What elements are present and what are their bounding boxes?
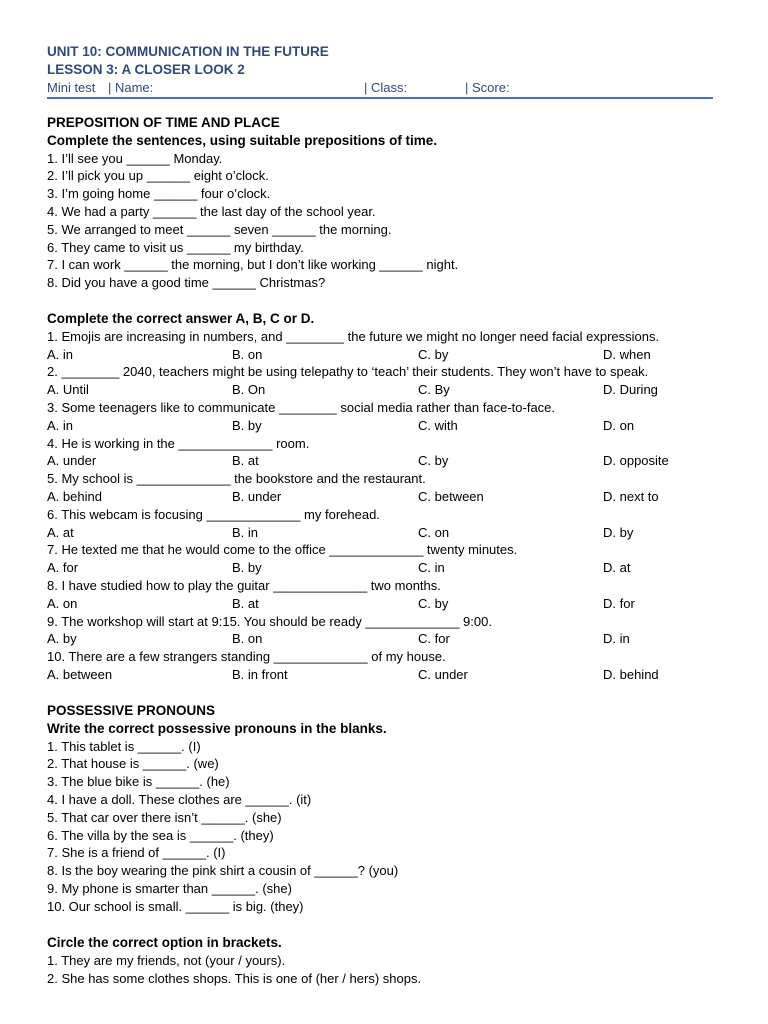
list-item: 2. She has some clothes shops. This is one of (her / hers) shops. bbox=[47, 970, 422, 986]
name-field-label: | Name: bbox=[108, 80, 154, 95]
option-d: D. when bbox=[603, 346, 651, 362]
list-item: 1. This tablet is ______. (I) bbox=[47, 738, 201, 754]
question-text: 7. He texted me that he would come to the office _____________ twenty minutes. bbox=[47, 542, 518, 558]
list-item: 5. That car over there isn’t ______. (she) bbox=[47, 809, 282, 825]
option-b: B. on bbox=[232, 346, 263, 362]
list-item: 2. I’ll pick you up ______ eight o’clock. bbox=[47, 168, 269, 184]
list-item: 3. I’m going home ______ four o’clock. bbox=[47, 186, 271, 202]
list-item: 7. She is a friend of ______. (I) bbox=[47, 845, 226, 861]
option-b: B. in front bbox=[232, 666, 288, 682]
option-d: D. for bbox=[603, 595, 635, 611]
option-a: A. Until bbox=[47, 382, 89, 398]
class-field-label: | Class: bbox=[364, 80, 408, 95]
option-c: C. between bbox=[418, 488, 484, 504]
list-item: 5. We arranged to meet ______ seven ______ the morning. bbox=[47, 221, 392, 237]
option-d: D. next to bbox=[603, 488, 659, 504]
option-c: C. on bbox=[418, 524, 450, 540]
answer-options bbox=[47, 595, 727, 613]
score-field-label: | Score: bbox=[465, 80, 510, 95]
question-text: 1. Emojis are increasing in numbers, and ________ the future we might no longer need facial expressions. bbox=[47, 328, 660, 344]
option-d: D. behind bbox=[603, 666, 659, 682]
option-b: B. under bbox=[232, 488, 282, 504]
unit-title: UNIT 10: COMMUNICATION IN THE FUTURE bbox=[47, 44, 329, 59]
question-text: 4. He is working in the _____________ room. bbox=[47, 435, 310, 451]
worksheet-page bbox=[47, 43, 713, 99]
section-circle-option bbox=[47, 934, 727, 987]
option-a: A. under bbox=[47, 453, 97, 469]
question-text: 6. This webcam is focusing _____________ my forehead. bbox=[47, 506, 380, 522]
mini-test-label: Mini test bbox=[47, 80, 96, 95]
section-instruction: Write the correct possessive pronouns in the blanks. bbox=[47, 720, 387, 736]
section-prepositions-time bbox=[47, 114, 727, 292]
option-b: B. by bbox=[232, 560, 262, 576]
answer-options bbox=[47, 488, 727, 506]
list-item: 6. They came to visit us ______ my birthday. bbox=[47, 239, 304, 255]
answer-options bbox=[47, 417, 727, 435]
list-item: 1. I’ll see you ______ Monday. bbox=[47, 150, 223, 166]
option-d: D. by bbox=[603, 524, 634, 540]
answer-options bbox=[47, 524, 727, 542]
answer-options bbox=[47, 346, 727, 364]
list-item: 3. The blue bike is ______. (he) bbox=[47, 774, 230, 790]
option-c: C. for bbox=[418, 631, 450, 647]
option-c: C. in bbox=[418, 560, 445, 576]
question-text: 8. I have studied how to play the guitar _____________ two months. bbox=[47, 577, 441, 593]
section-possessive-pronouns bbox=[47, 702, 727, 916]
question-text: 3. Some teenagers like to communicate ________ social media rather than face-to-face. bbox=[47, 399, 556, 415]
answer-options bbox=[47, 666, 727, 684]
question-text: 10. There are a few strangers standing _____________ of my house. bbox=[47, 649, 446, 665]
section-heading: POSSESSIVE PRONOUNS bbox=[47, 703, 216, 718]
option-d: D. in bbox=[603, 631, 630, 647]
question-text: 2. ________ 2040, teachers might be using telepathy to ‘teach’ their students. They won’t have to speak. bbox=[47, 364, 649, 380]
option-c: C. by bbox=[418, 453, 449, 469]
option-c: C. under bbox=[418, 666, 468, 682]
option-b: B. On bbox=[232, 382, 266, 398]
option-d: D. at bbox=[603, 560, 631, 576]
question-text: 5. My school is _____________ the bookstore and the restaurant. bbox=[47, 471, 426, 487]
section-multiple-choice bbox=[47, 310, 727, 684]
list-item: 7. I can work ______ the morning, but I don’t like working ______ night. bbox=[47, 257, 459, 273]
list-item: 6. The villa by the sea is ______. (they) bbox=[47, 827, 274, 843]
section-instruction: Complete the correct answer A, B, C or D. bbox=[47, 311, 315, 326]
option-a: A. between bbox=[47, 666, 113, 682]
option-c: C. by bbox=[418, 595, 449, 611]
section-instruction: Complete the sentences, using suitable prepositions of time. bbox=[47, 132, 438, 148]
option-a: A. for bbox=[47, 560, 79, 576]
list-item: 10. Our school is small. ______ is big. (they) bbox=[47, 898, 304, 914]
list-item: 4. We had a party ______ the last day of the school year. bbox=[47, 203, 376, 219]
option-c: C. with bbox=[418, 417, 458, 433]
option-b: B. by bbox=[232, 417, 262, 433]
list-item: 8. Did you have a good time ______ Christmas? bbox=[47, 275, 326, 291]
option-b: B. at bbox=[232, 453, 259, 469]
option-a: A. at bbox=[47, 524, 74, 540]
option-b: B. in bbox=[232, 524, 259, 540]
lesson-title: LESSON 3: A CLOSER LOOK 2 bbox=[47, 62, 245, 77]
mini-test-header-row bbox=[47, 79, 713, 99]
option-d: D. opposite bbox=[603, 453, 669, 469]
list-item: 8. Is the boy wearing the pink shirt a cousin of ______? (you) bbox=[47, 863, 399, 879]
option-a: A. in bbox=[47, 417, 74, 433]
section-instruction: Circle the correct option in brackets. bbox=[47, 935, 282, 950]
answer-options bbox=[47, 559, 727, 577]
list-item: 1. They are my friends, not (your / yours). bbox=[47, 952, 286, 968]
answer-options bbox=[47, 452, 727, 470]
answer-options bbox=[47, 381, 727, 399]
option-a: A. behind bbox=[47, 488, 102, 504]
section-heading: PREPOSITION OF TIME AND PLACE bbox=[47, 115, 280, 130]
list-item: 4. I have a doll. These clothes are ______. (it) bbox=[47, 791, 312, 807]
answer-options bbox=[47, 630, 727, 648]
option-c: C. By bbox=[418, 382, 450, 398]
list-item: 9. My phone is smarter than ______. (she) bbox=[47, 880, 292, 896]
list-item: 2. That house is ______. (we) bbox=[47, 756, 219, 772]
option-c: C. by bbox=[418, 346, 449, 362]
option-a: A. on bbox=[47, 595, 78, 611]
option-a: A. in bbox=[47, 346, 74, 362]
option-a: A. by bbox=[47, 631, 77, 647]
option-b: B. at bbox=[232, 595, 259, 611]
question-text: 9. The workshop will start at 9:15. You should be ready _____________ 9:00. bbox=[47, 613, 492, 629]
option-b: B. on bbox=[232, 631, 263, 647]
option-d: D. on bbox=[603, 417, 635, 433]
option-d: D. During bbox=[603, 382, 658, 398]
